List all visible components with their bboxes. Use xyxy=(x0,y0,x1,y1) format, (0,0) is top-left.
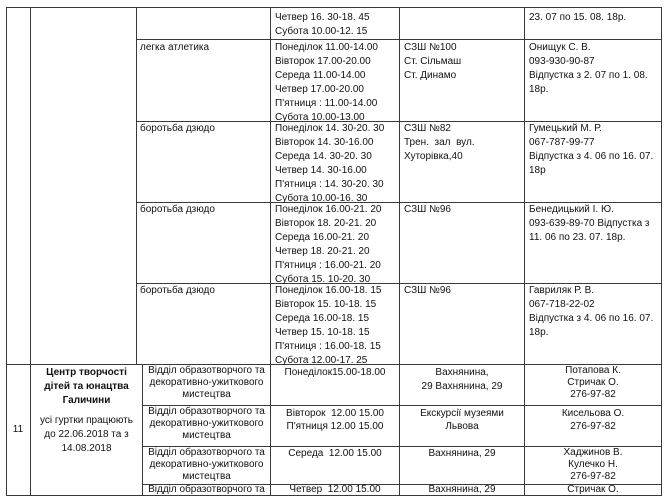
schedule-cell xyxy=(275,284,382,368)
department-cell xyxy=(143,484,270,496)
contact-line: Стричак О. xyxy=(567,377,619,388)
contact-line: 23. 07 по 15. 08. 18р. xyxy=(529,12,627,23)
schedule-line: П'ятниця : 16.00-18. 15 xyxy=(275,341,381,352)
department-line: мистецтва xyxy=(182,471,231,482)
contact-cell xyxy=(529,284,653,340)
contact-cell xyxy=(529,203,650,245)
schedule-line: Понеділок15.00-18.00 xyxy=(284,367,386,378)
place-cell xyxy=(404,284,451,298)
place-line: Вахнянина, 29 xyxy=(428,484,496,495)
contact-line: 11. 06 по 23. 07. 18р. xyxy=(529,232,626,243)
schedule-cell xyxy=(271,366,399,380)
schedule-line: Понеділок 16.00-21. 20 xyxy=(275,204,382,215)
activity-cell: боротьба дзюдо xyxy=(140,204,215,215)
activity-cell: боротьба дзюдо xyxy=(140,123,215,134)
center-name-line: дітей та юнацтва xyxy=(44,381,129,392)
contact-cell xyxy=(529,41,648,97)
schedule-line: Вівторок 18. 20-21. 20 xyxy=(275,218,377,229)
place-line: Хуторівка,40 xyxy=(404,151,463,162)
place-line: Львова xyxy=(445,421,479,432)
contact-line: 067-718-22-02 xyxy=(529,299,595,310)
schedule-line: П'ятниця : 11.00-14.00 xyxy=(275,98,378,109)
department-cell xyxy=(143,447,270,483)
contact-cell xyxy=(525,407,661,433)
column-divider xyxy=(136,7,137,365)
place-line: Екскурсії музеями xyxy=(420,408,504,419)
place-line: СЗШ №100 xyxy=(404,42,457,53)
schedule-line: Четвер 17.00-20.00 xyxy=(275,84,364,95)
schedule-line: Вівторок 17.00-20.00 xyxy=(275,56,371,67)
contact-line: 18р xyxy=(529,165,546,176)
contact-line: 093-639-89-70 Відпустка з xyxy=(529,218,650,229)
schedule-line: Субота 10.00-13.00 xyxy=(275,112,365,123)
schedule-line: Середа 16.00-21. 20 xyxy=(275,232,370,243)
place-cell xyxy=(404,203,451,217)
schedule-line: П'ятниця 12.00 15.00 xyxy=(286,421,384,432)
contact-line: 18р. xyxy=(529,84,549,95)
contact-cell xyxy=(529,122,653,178)
department-cell xyxy=(143,365,270,401)
schedule-line: Четвер 12.00 15.00 xyxy=(289,484,381,495)
schedule-line: Вівторок 15. 10-18. 15 xyxy=(275,299,377,310)
department-line: декоративно-ужиткового xyxy=(149,459,264,470)
place-line: 29 Вахнянина, 29 xyxy=(421,381,503,392)
center-name xyxy=(31,366,142,408)
schedule-line: Вівторок 12.00 15.00 xyxy=(286,408,384,419)
contact-line: Бенедицький І. Ю. xyxy=(529,204,614,215)
place-line: Трен. зал вул. xyxy=(404,137,475,148)
schedule-line: Субота 15. 10-20. 30 xyxy=(275,274,371,285)
schedule-line: П'ятниця : 16.00-21. 20 xyxy=(275,260,381,271)
place-line: СЗШ №82 xyxy=(404,123,451,134)
department-line: Відділ образотворчого та xyxy=(148,447,265,458)
contact-line: Гумецький М. Р. xyxy=(529,123,602,134)
contact-line: 276-97-82 xyxy=(570,421,616,432)
schedule-cell xyxy=(271,484,399,496)
department-line: Відділ образотворчого та xyxy=(148,484,265,495)
center-note-line: усі гуртки працюють xyxy=(40,415,133,426)
contact-line: Потапова К. xyxy=(565,365,621,376)
schedule-line: Середа 11.00-14.00 xyxy=(275,70,366,81)
contact-line: Кулечко Н. xyxy=(568,459,618,470)
center-name-line: Центр творчості xyxy=(46,367,127,378)
place-line: СЗШ №96 xyxy=(404,285,451,296)
column-divider xyxy=(270,7,271,365)
center-name-line: Галичини xyxy=(62,395,111,406)
table-right-border xyxy=(661,7,662,496)
contact-cell xyxy=(525,447,661,483)
schedule-cell xyxy=(271,407,399,433)
schedule-line: Четвер 18. 20-21. 20 xyxy=(275,246,370,257)
department-line: декоративно-ужиткового xyxy=(149,418,264,429)
schedule-line: Середа 16.00-18. 15 xyxy=(275,313,370,324)
activity-cell: легка атлетика xyxy=(140,42,210,53)
place-line: Ст. Сільмаш xyxy=(404,56,462,67)
department-line: мистецтва xyxy=(182,430,231,441)
place-cell xyxy=(404,41,461,83)
place-line: СЗШ №96 xyxy=(404,204,451,215)
activity-cell: боротьба дзюдо xyxy=(140,285,215,296)
schedule-line: Понеділок 16.00-18. 15 xyxy=(275,285,382,296)
contact-line: Відпустка з 2. 07 по 1. 08. xyxy=(529,70,648,81)
center-note-line: 14.08.2018 xyxy=(61,443,112,454)
schedule-line: Четвер 14. 30-16.00 xyxy=(275,165,367,176)
schedule-line: Субота 10.00-16. 30 xyxy=(275,193,368,204)
center-note-line: до 22.06.2018 та з xyxy=(44,429,129,440)
schedule-cell xyxy=(275,11,370,39)
department-cell xyxy=(143,406,270,442)
schedule-line: Понеділок 14. 30-20. 30 xyxy=(275,123,385,134)
schedule-cell xyxy=(271,447,399,461)
contact-line: Гавриляк Р. В. xyxy=(529,285,595,296)
contact-line: 18р. xyxy=(529,327,549,338)
schedule-line: Понеділок 11.00-14.00 xyxy=(275,42,378,53)
schedule-line: Субота 12.00-17. 25 xyxy=(275,355,368,366)
table-top-border xyxy=(6,7,662,8)
schedule-line: Середа 12.00 15.00 xyxy=(288,448,382,459)
schedule-line: Четвер 16. 30-18. 45 xyxy=(275,12,370,23)
column-divider xyxy=(524,7,525,365)
contact-cell xyxy=(529,11,626,25)
schedule-line: Субота 10.00-12. 15 xyxy=(275,26,368,37)
schedule-line: Вівторок 14. 30-16.00 xyxy=(275,137,374,148)
department-line: мистецтва xyxy=(182,389,231,400)
contact-line: 093-930-90-87 xyxy=(529,56,595,67)
contact-line: 067-787-99-77 xyxy=(529,137,595,148)
place-cell xyxy=(404,122,475,164)
place-line: Вахнянина, xyxy=(435,367,489,378)
schedule-cell xyxy=(275,41,378,125)
contact-cell xyxy=(525,365,661,401)
contact-line: Стричак О. xyxy=(567,484,619,495)
place-cell xyxy=(400,447,524,461)
center-note xyxy=(31,414,142,456)
place-cell xyxy=(400,407,524,433)
contact-line: 276-97-82 xyxy=(570,471,616,482)
contact-cell xyxy=(525,484,661,496)
contact-line: 276-97-82 xyxy=(570,389,616,400)
place-cell xyxy=(400,484,524,496)
schedule-line: Середа 14. 30-20. 30 xyxy=(275,151,372,162)
column-divider xyxy=(399,7,400,365)
contact-line: Онищук С. В. xyxy=(529,42,591,53)
contact-line: Відпустка з 4. 06 по 16. 07. xyxy=(529,151,654,162)
row-number: 11 xyxy=(12,424,24,435)
department-line: декоративно-ужиткового xyxy=(149,377,264,388)
schedule-line: П'ятниця : 14. 30-20. 30 xyxy=(275,179,384,190)
contact-line: Хаджинов В. xyxy=(563,447,623,458)
department-line: Відділ образотворчого та xyxy=(148,365,265,376)
contact-line: Відпустка з 4. 06 по 16. 07. xyxy=(529,313,654,324)
schedule-cell xyxy=(275,122,384,206)
schedule-line: Четвер 15. 10-18. 15 xyxy=(275,327,370,338)
place-cell xyxy=(400,366,524,394)
place-line: Вахнянина, 29 xyxy=(428,448,496,459)
schedule-cell xyxy=(275,203,382,287)
contact-line: Кисельова О. xyxy=(561,408,625,419)
place-line: Ст. Динамо xyxy=(404,70,457,81)
department-line: Відділ образотворчого та xyxy=(148,406,265,417)
